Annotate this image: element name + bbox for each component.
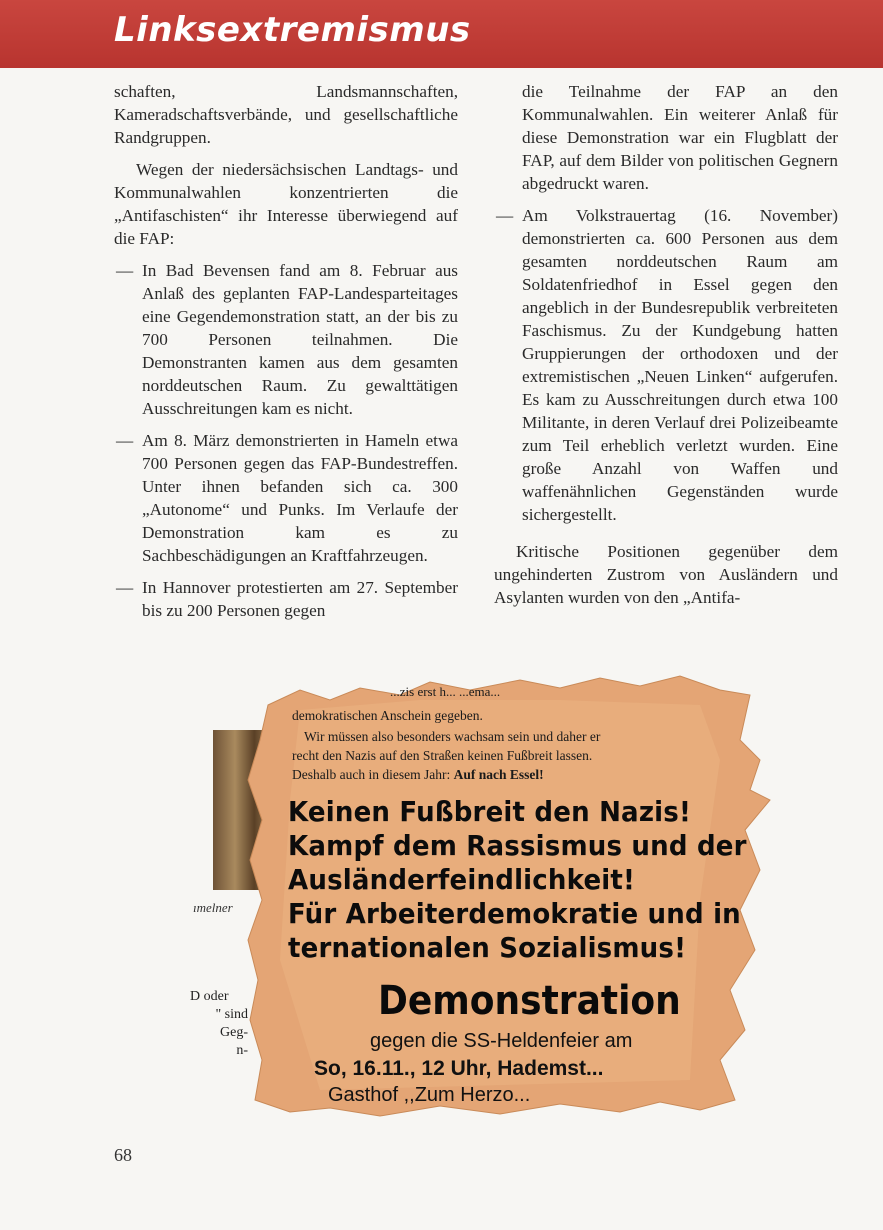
dash-marker: — <box>116 431 134 450</box>
dash-marker: — <box>116 261 134 280</box>
clipping-top-fragment: ...zis erst h... ...ema... <box>390 684 501 699</box>
list-item-text: Am Volkstrauertag (16. November) demonstrierten ca. 600 Personen aus dem gesamten norddeutschen Raum am Soldatenfriedhof in Essel gegen den angeblich in der Bundesrepublik verbreiteten Faschismus. Zu der Kundgebung hatten Gruppierungen der orthodoxen und der extremistischen „Neuen Linken“ aufgerufen. Es kam zu Ausschreitungen durch etwa 100 Militante, in deren Verlauf drei Polizeibeamte zum Teil erheblich verletzt wurden. Eine große Anzahl von Waffen und waffenähnlichen Gegenständen wurde sichergestellt. <box>522 206 838 524</box>
clipping-text-line <box>292 767 544 783</box>
clipping-text-prefix: Deshalb auch in diesem Jahr: <box>292 767 451 782</box>
flyer-headline: ternationalen Sozialismus! <box>288 931 687 964</box>
text-fragment: " sind <box>215 1007 248 1022</box>
text-fragment: D oder <box>190 989 229 1004</box>
list-item-text: In Hannover protestierten am 27. September bis zu 200 Personen gegen <box>142 578 458 620</box>
paragraph: Kritische Positionen gegenüber dem ungehinderten Zustrom von Ausländern und Asylanten wurden von den „Antifa- <box>494 542 838 607</box>
text-fragment: Geg- <box>220 1025 248 1040</box>
flyer-headline: Für Arbeiterdemokratie und in <box>288 897 741 930</box>
text-fragment: n- <box>236 1043 248 1058</box>
list-item-text: Am 8. März demonstrierten in Hameln etwa 700 Personen gegen das FAP-Bundestreffen. Unter ihnen befanden sich ca. 300 „Autonome“ und Punks. Im Verlaufe der Demonstration kam es zu Sachbeschädigungen an Kraftfahrzeugen. <box>142 431 458 565</box>
flyer-headline: Keinen Fußbreit den Nazis! <box>288 795 692 828</box>
chapter-title: Linksextremismus <box>114 10 471 50</box>
clipping-text-line: demokratischen Anschein gegeben. <box>292 708 483 723</box>
flyer-demo-line: gegen die SS-Heldenfeier am <box>370 1030 633 1052</box>
flyer-headline: Kampf dem Rassismus und der <box>288 829 747 862</box>
clipping-text-line: recht den Nazis auf den Straßen keinen Fußbreit lassen. <box>292 748 593 763</box>
photo-caption-fragment: ımelner <box>193 900 233 915</box>
list-item-text: In Bad Bevensen fand am 8. Februar aus Anlaß des geplanten FAP-Landesparteitages eine Gegendemonstration statt, an der bis zu 700 Personen teilnahmen. Die Demonstranten kamen aus dem gesamten norddeutschen Raum. Zu gewalttätigen Ausschreitungen kam es nicht. <box>142 261 458 418</box>
dash-marker: — <box>116 578 134 597</box>
paragraph: die Teilnahme der FAP an den Kommunalwahlen. Ein weiterer Anlaß für diese Demonstration war ein Flugblatt der FAP, auf dem Bilder von politischen Gegnern abgedruckt waren. <box>522 82 838 193</box>
flyer-demo-line: Gasthof ,,Zum Herzo... <box>328 1084 531 1106</box>
clipping-text-bold: Auf nach Essel! <box>453 767 544 782</box>
dash-marker: — <box>496 206 514 225</box>
flyer-demo-title: Demonstration <box>378 978 681 1024</box>
paragraph: Wegen der niedersächsischen Landtags- und Kommunalwahlen konzentrierten die „Antifaschisten“ ihr Interesse überwiegend auf die FAP: <box>114 160 458 248</box>
flyer-headline: Ausländerfeindlichkeit! <box>288 863 636 896</box>
clipping-text-line: Wir müssen also besonders wachsam sein und daher er <box>304 729 601 744</box>
flyer-demo-line: So, 16.11., 12 Uhr, Hademst... <box>314 1057 604 1080</box>
page-number: 68 <box>114 1145 132 1165</box>
paragraph: schaften, Landsmannschaften, Kameradschaftsverbände, und gesellschaftliche Randgruppen. <box>114 82 458 147</box>
